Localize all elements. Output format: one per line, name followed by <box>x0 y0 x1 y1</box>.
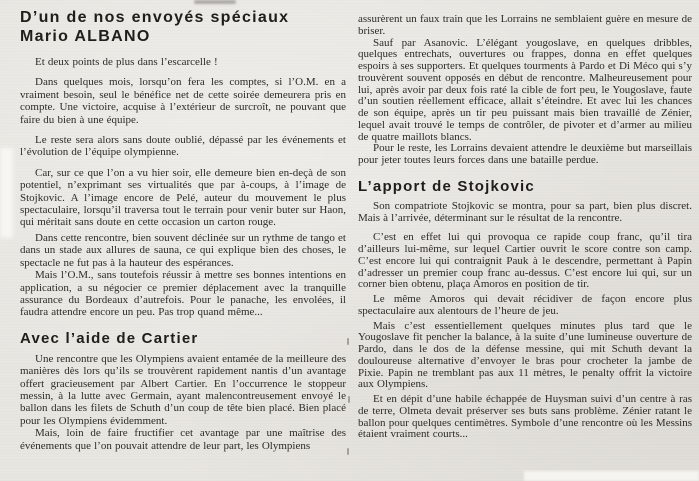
right-column <box>358 14 692 441</box>
scan-smudge-artifact <box>194 0 236 4</box>
paragraph: Mais, loin de faire fructifier cet avantage par une maîtrise des événements que l’on pouvait attendre de leur part, les Olympiens <box>20 427 346 452</box>
paragraph: Dans quelques mois, lorsqu’on fera les comptes, si l’O.M. en a vraiment besoin, seul le bénéfice net de cette soirée demeurera pris en compte. Une victoire, acquise à l’extérieur de surcroît, ne pouvant que faire du bien à une équipe. <box>20 76 346 126</box>
section-heading-cartier: Avec l’aide de Cartier <box>20 329 199 347</box>
scan-dash-artifact <box>348 396 350 403</box>
byline-line2: Mario ALBANO <box>20 28 151 45</box>
paragraph: Pour le reste, les Lorrains devaient attendre le deuxième but marseillais pour jeter toutes leurs forces dans une bataille perdue. <box>358 142 692 166</box>
scan-dash-artifact <box>347 448 349 455</box>
left-column <box>20 8 346 452</box>
scan-white-strip-artifact <box>0 148 13 238</box>
paragraph: assurèrent un faux train que les Lorrains ne semblaient guère en mesure de briser. <box>358 13 692 37</box>
paragraph: Mais c’est essentiellement quelques minutes plus tard que le Yougoslave fit pencher la balance, à la suite d’une lumineuse ouverture de Pardo, dans le dos de la défense messine, qui mit Schuth devant la douloureuse alternative d’envoyer le bras pour crocheter la jambe de Pixie. Papin ne tremblant pas aux 11 mètres, le penalty offrit la victoire aux Olympiens. <box>358 319 692 391</box>
byline-line1: D’un de nos envoyés spéciaux <box>20 9 290 26</box>
byline <box>20 8 346 46</box>
paragraph: Mais l’O.M., sans toutefois réussir à mettre ses bonnes intentions en application, a su négocier ce premier déplacement avec la tranquille assurance du Bordeaux d’autrefois. Pour le panache, les envolées, il faudra attendre encore un peu. Pas trop quand même... <box>20 269 346 319</box>
paragraph: Le même Amoros qui devait récidiver de façon encore plus spectaculaire aux alentours de l’heure de jeu. <box>358 293 692 317</box>
paragraph: Une rencontre que les Olympiens avaient entamée de la meilleure des manières dès lors qu’ils se trouvèrent rapidement nantis d’un avantage offert gracieusement par Albert Cartier. En l’occurrence le stoppeur messin, à la lutte avec Germain, ayant malencontreusement envoyé le ballon dans les filets de Schuth d’un coup de tête bien placé. Bien placé pour les Olympiens évidemment. <box>20 352 346 427</box>
paragraph: Son compatriote Stojkovic se montra, pour sa part, bien plus discret. Mais à l’arrivée, déterminant sur le résultat de la rencontre. <box>358 199 692 224</box>
paragraph: Et deux points de plus dans l’escarcelle ! <box>35 56 218 68</box>
section-heading-stojkovic: L’apport de Stojkovic <box>358 177 535 195</box>
paragraph: Et en dépit d’une habile échappée de Huysman suivi d’un centre à ras de terre, Olmeta devait préserver ses buts sans problème. Zénier ratant le ballon pour quelques centimètres. Symbole d’une rencontre où les Messins étaient vraiment courts... <box>358 393 692 441</box>
scan-white-patch-artifact <box>524 471 699 481</box>
scan-dash-artifact <box>347 338 349 345</box>
paragraph: Le reste sera alors sans doute oublié, dépassé par les événements et l’évolution de l’équipe olympienne. <box>20 134 346 159</box>
paragraph: Sauf par Asanovic. L’élégant yougoslave, en quelques dribbles, quelques entrechats, ouvertures ou frappes, donna en effet quelques espoirs à ses supporters. Et quelques tourments à Pardo et Di Méco qui s’y trouvèrent souvent opposés en début de rencontre. Malheureusement pour lui, après avoir par deux fois raté la cible de fort peu, le Yougoslave, faute d’un soutien réellement efficace, allait s’éteindre. Et avec lui les chances de son équipe, après un tir peu puissant mais bien travaillé de Zénier, lequel avait trouvé le temps de contrôler, de pivoter et d’armer au milieu de quatre maillots blancs. <box>358 36 692 143</box>
paragraph: Dans cette rencontre, bien souvent déclinée sur un rythme de tango et dans un stade aux allures de sauna, ce qui explique bien des choses, le spectacle ne fut pas à la hauteur des espérances. <box>20 231 346 269</box>
paragraph: Car, sur ce que l’on a vu hier soir, elle demeure bien en-deçà de son potentiel, n’exprimant ses virtualités que par à-coups, à l’image de Stojkovic. A l’image encore de Pelé, auteur du mouvement le plus spectaculaire, lorsqu’il traversa tout le terrain pour venir buter sur Haon, qui méritait sans doute en cette occasion un carton rouge. <box>20 166 346 229</box>
paragraph: C’est en effet lui qui provoqua ce rapide coup franc, qu’il tira d’ailleurs lui-même, sur lequel Cartier ouvrit le score contre son camp. C’est encore lui qui contraignit Pauk à le descendre, permettant à Papin d’adresser un premier coup franc au-dessus. C’est encore lui qui, sur un corner bien obtenu, plaça Amoros en position de tir. <box>358 231 692 291</box>
